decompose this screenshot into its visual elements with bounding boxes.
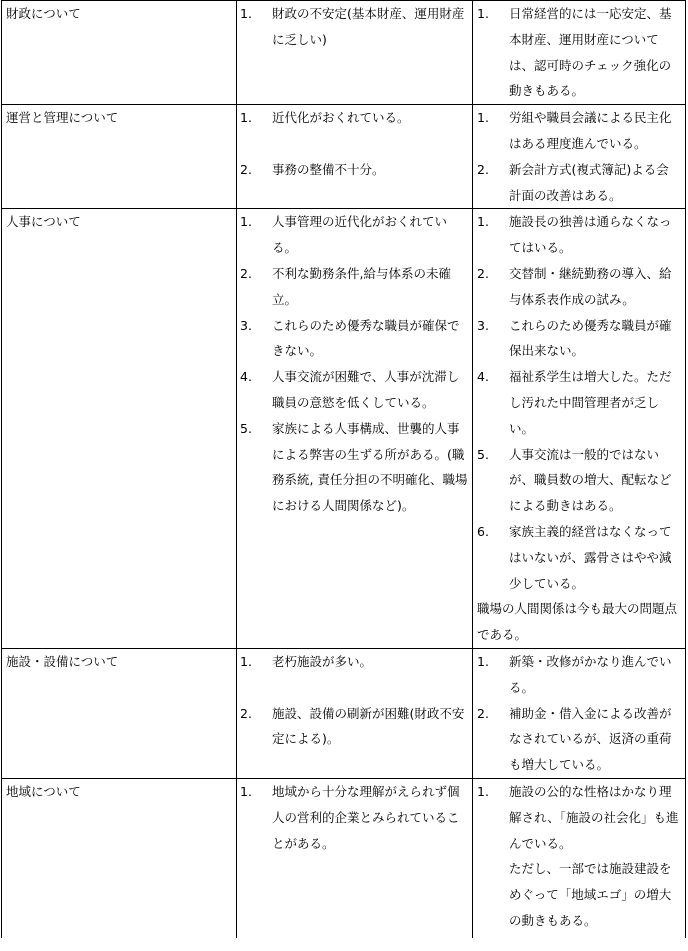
table-row <box>2 778 686 938</box>
list-item: 2. 不利な勤務条件,給与体系の未確立。 <box>240 261 468 313</box>
topic-label: 運営と管理について <box>6 110 119 126</box>
list-item: 1. 地域から十分な理解がえられず個人の営利的企業とみられていることがある。 <box>240 779 468 856</box>
change-text: 新築・改修がかなり進んでいる。 <box>509 653 672 695</box>
list-item: 1. 老朽施設が多い。 <box>240 649 468 675</box>
problems-cell <box>237 105 473 209</box>
list-item: 1. 人事管理の近代化がおくれている。 <box>240 209 468 261</box>
change-text: これらのため優秀な職員が確保出来ない。 <box>509 317 672 359</box>
problem-text: 地域から十分な理解がえられず個人の営利的企業とみられていることがある。 <box>272 783 460 851</box>
topic-cell <box>2 105 237 209</box>
problem-text: 老朽施設が多い。 <box>272 653 373 669</box>
list-item: 1. 施設の公的な性格はかなり理解され、「施設の社会化」も進んでいる。 <box>477 779 679 856</box>
list-item: 2. 交替制・継続勤務の導入、給与体系表作成の試み。 <box>477 261 679 313</box>
topic-label: 財政について <box>6 6 81 21</box>
change-text: 家族主義的経営はなくなってはいないが、露骨さはやや減少している。 <box>509 523 672 591</box>
change-text: 日常経営的には一応安定、基本財産、運用財産については、認可時のチェック強化の動きもある。 <box>509 6 672 99</box>
table-row <box>2 209 686 649</box>
problem-text: 家族による人事構成、世襲的人事による弊害の生ずる所がある。(職務系統, 責任分担の不明確化、職場における人間関係など)。 <box>272 420 468 514</box>
note-text: 職場の人間関係は今も最大の問題点である。 <box>477 601 678 643</box>
change-text: 補助金・借入金による改善がなされているが、返済の重荷も増大している。 <box>509 705 672 773</box>
list-item: 3. これらのため優秀な職員が確保できない。 <box>240 313 468 365</box>
changes-cell <box>473 105 686 209</box>
change-text: 人事交流は一般的ではないが、職員数の増大、配転などによる動きはある。 <box>509 446 672 514</box>
change-text: 福祉系学生は増大した。ただし汚れた中間管理者が乏しい。 <box>509 369 672 436</box>
list-item: 2. 補助金・借入金による改善がなされているが、返済の重荷も増大している。 <box>477 701 679 778</box>
problems-cell <box>237 778 473 938</box>
problem-text: 近代化がおくれている。 <box>272 110 410 126</box>
problem-text: 施設、設備の刷新が困難(財政不安定による)。 <box>272 705 465 747</box>
list-item: 2. 施設、設備の刷新が困難(財政不安定による)。 <box>240 701 468 753</box>
comparison-table <box>1 0 686 938</box>
change-text: 交替制・継続勤務の導入、給与体系表作成の試み。 <box>509 265 672 307</box>
topic-label: 人事について <box>6 214 81 230</box>
problem-text: 事務の整備不十分。 <box>272 161 385 177</box>
problem-text: 財政の不安定(基本財産、運用財産に乏しい) <box>272 6 465 47</box>
topic-cell <box>2 209 237 649</box>
problem-text: これらのため優秀な職員が確保できない。 <box>272 317 460 359</box>
list-item: 2. 事務の整備不十分。 <box>240 157 468 183</box>
list-item: 6. 家族主義的経営はなくなってはいないが、露骨さはやや減少している。 <box>477 519 679 596</box>
list-item: 4. 人事交流が困難で、人事が沈滞し職員の意慾を低くしている。 <box>240 364 468 416</box>
table-row <box>2 105 686 209</box>
list-item: 1. 労組や職員会議による民主化はある理度進んでいる。 <box>477 105 679 157</box>
changes-cell <box>473 648 686 778</box>
topic-label: 地域について <box>6 783 81 799</box>
problem-text: 人事管理の近代化がおくれている。 <box>272 214 448 256</box>
list-item: 3. これらのため優秀な職員が確保出来ない。 <box>477 313 679 365</box>
change-text: 施設長の独善は通らなくなってはいる。 <box>509 214 672 256</box>
list-item: 5. 家族による人事構成、世襲的人事による弊害の生ずる所がある。(職務系統, 責任分担の不明確化、職場における人間関係など)。 <box>240 416 468 519</box>
problem-text: 不利な勤務条件,給与体系の未確立。 <box>272 265 451 307</box>
list-item: 1. 財政の不安定(基本財産、運用財産に乏しい) <box>240 1 468 53</box>
problems-cell <box>237 648 473 778</box>
topic-label: 施設・設備について <box>6 653 119 669</box>
note-text: ただし、一部では施設建設をめぐって「地域エゴ」の増大の動きもある。 <box>509 861 672 928</box>
list-item: 1. 日常経営的には一応安定、基本財産、運用財産については、認可時のチェック強化の動きもある。 <box>477 1 679 104</box>
list-item: 2. 新会計方式(複式簿記)よる会計面の改善はある。 <box>477 157 679 209</box>
problems-cell <box>237 1 473 105</box>
list-item: 1. 施設長の独善は通らなくなってはいる。 <box>477 209 679 261</box>
table-row <box>2 648 686 778</box>
list-item: 1. 近代化がおくれている。 <box>240 105 468 131</box>
change-text: 施設の公的な性格はかなり理解され、「施設の社会化」も進んでいる。 <box>509 783 679 851</box>
changes-cell <box>473 778 686 938</box>
problem-text: 人事交流が困難で、人事が沈滞し職員の意慾を低くしている。 <box>272 369 460 410</box>
list-item: 4. 福祉系学生は増大した。ただし汚れた中間管理者が乏しい。 <box>477 364 679 441</box>
topic-cell <box>2 648 237 778</box>
topic-cell <box>2 1 237 105</box>
list-item: 1. 新築・改修がかなり進んでいる。 <box>477 649 679 701</box>
change-text: 新会計方式(複式簿記)よる会計面の改善はある。 <box>509 161 669 203</box>
changes-cell <box>473 209 686 649</box>
topic-cell <box>2 778 237 938</box>
change-text: 労組や職員会議による民主化はある理度進んでいる。 <box>509 110 672 151</box>
table-row <box>2 1 686 105</box>
list-item: 5. 人事交流は一般的ではないが、職員数の増大、配転などによる動きはある。 <box>477 442 679 519</box>
problems-cell <box>237 209 473 649</box>
changes-cell <box>473 1 686 105</box>
